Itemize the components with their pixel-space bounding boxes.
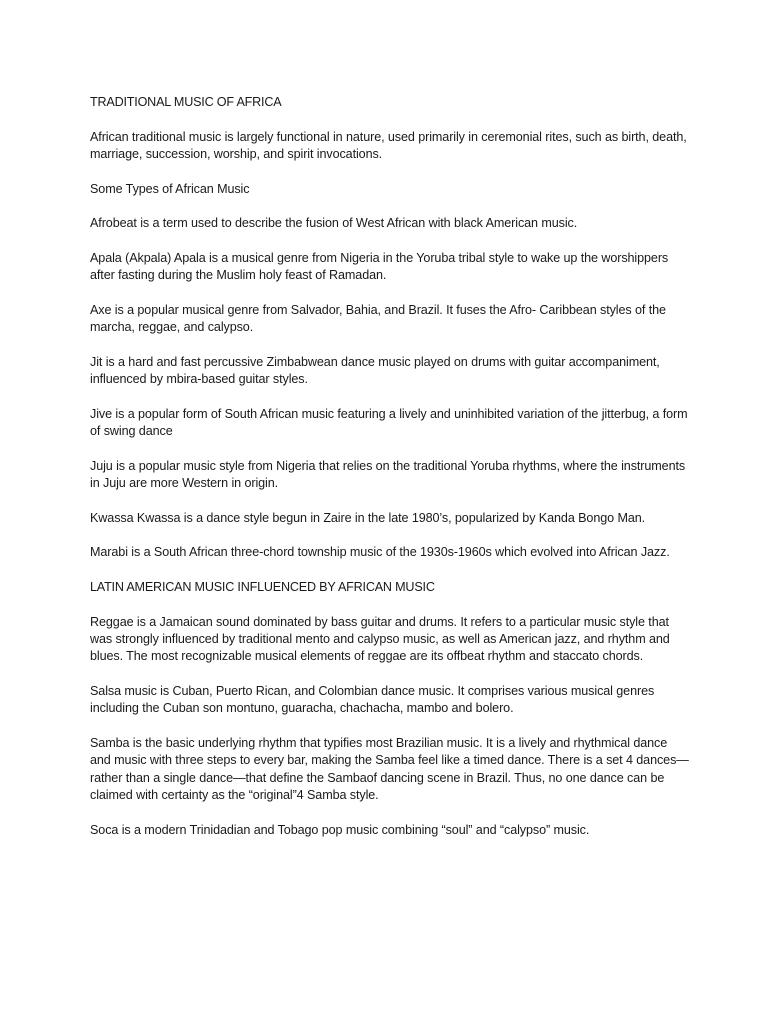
section-heading-types: Some Types of African Music — [90, 181, 250, 196]
paragraph-reggae: Reggae is a Jamaican sound dominated by bass guitar and drums. It refers to a particular music style that was strongly influenced by traditional mento and calypso music, as well as American jazz, and rhythm and blues. The most recognizable musical elements of reggae are its offbeat rhythm and staccato chords. — [90, 614, 670, 664]
document-title: TRADITIONAL MUSIC OF AFRICA — [90, 95, 282, 109]
paragraph-kwassa: Kwassa Kwassa is a dance style begun in Zaire in the late 1980’s, popularized by Kanda Bongo Man. — [90, 510, 646, 525]
paragraph-salsa: Salsa music is Cuban, Puerto Rican, and Colombian dance music. It comprises various musical genres including the Cuban son montuno, guaracha, chachacha, mambo and bolero. — [90, 683, 655, 716]
paragraph-apala: Apala (Akpala) Apala is a musical genre from Nigeria in the Yoruba tribal style to wake up the worshippers after fasting during the Muslim holy feast of Ramadan. — [90, 250, 669, 283]
paragraph-jive: Jive is a popular form of South African music featuring a lively and uninhibited variation of the jitterbug, a form of swing dance — [90, 406, 688, 439]
paragraph-juju: Juju is a popular music style from Nigeria that relies on the traditional Yoruba rhythms, where the instruments in Juju are more Western in origin. — [90, 458, 686, 491]
section-heading-latin: LATIN AMERICAN MUSIC INFLUENCED BY AFRICAN MUSIC — [90, 579, 435, 594]
document-page — [90, 94, 690, 856]
paragraph-axe: Axe is a popular musical genre from Salvador, Bahia, and Brazil. It fuses the Afro- Caribbean styles of the marcha, reggae, and calypso. — [90, 302, 666, 335]
paragraph-jit: Jit is a hard and fast percussive Zimbabwean dance music played on drums with guitar accompaniment, influenced by mbira-based guitar styles. — [90, 354, 660, 387]
paragraph-samba: Samba is the basic underlying rhythm that typifies most Brazilian music. It is a lively and rhythmical dance and music with three steps to every bar, making the Samba feel like a timed dance. There is a set 4 dances—rather than a single dance—that define the Sambaof dancing scene in Brazil. Thus, no one dance can be claimed with certainty as the “original”4 Samba style. — [90, 735, 689, 803]
intro-paragraph: African traditional music is largely functional in nature, used primarily in ceremonial rites, such as birth, death, marriage, succession, worship, and spirit invocations. — [90, 129, 687, 161]
paragraph-marabi: Marabi is a South African three-chord township music of the 1930s-1960s which evolved into African Jazz. — [90, 545, 670, 560]
paragraph-afrobeat: Afrobeat is a term used to describe the fusion of West African with black American music. — [90, 216, 578, 231]
paragraph-soca: Soca is a modern Trinidadian and Tobago pop music combining “soul” and “calypso” music. — [90, 822, 590, 837]
